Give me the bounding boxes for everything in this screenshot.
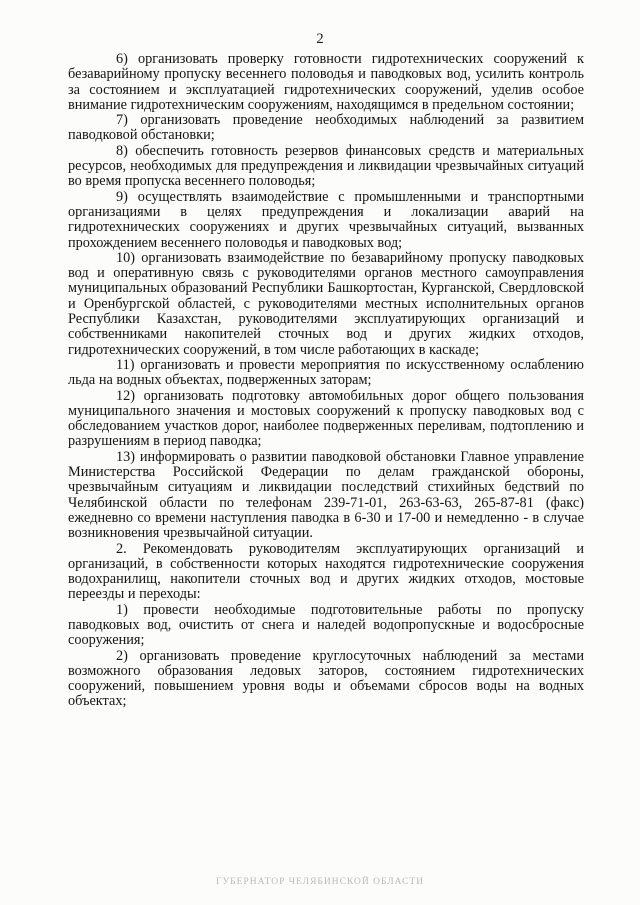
paragraph-item-8: 8) обеспечить готовность резервов финансовых средств и материальных ресурсов, необходимых для предупреждения и ликвидации чрезвычайных ситуаций во время пропуска весеннего половодья; — [68, 142, 584, 190]
paragraph-section-2: 2. Рекомендовать руководителям эксплуатирующих организаций и организаций, в собственности которых находятся гидротехнические сооружения водохранилищ, накопители сточных вод и других жидких отходов, мостовые переезды и переходы: — [68, 540, 584, 603]
paragraph-item-6: 6) организовать проверку готовности гидротехнических сооружений к безаварийному пропуску весеннего половодья и паводковых вод, усилить контроль за состоянием и эксплуатацией гидротехнических сооружений, уделив особое внимание гидротехническим сооружениям, находящимся в предельном состоянии; — [68, 51, 584, 113]
paragraph-item-12: 12) организовать подготовку автомобильных дорог общего пользования муниципального значения и мостовых сооружений к пропуску паводковых вод с обследованием участков дорог, наиболее подверженных переливам, подтоплению и разрушениям в период паводка; — [68, 387, 584, 450]
footer-watermark: ГУБЕРНАТОР ЧЕЛЯБИНСКОЙ ОБЛАСТИ — [215, 877, 425, 887]
paragraph-item-13: 13) информировать о развитии паводковой обстановки Главное управление Министерства Российской Федерации по делам гражданской обороны, чрезвычайным ситуациям и ликвидации последствий стихийных бедствий по Челябинской области по телефонам 239-71-01, 263-63-63, 265-87-81 (факс) ежедневно со времени наступления паводка в 6-30 и 17-00 и немедленно - в случае возникновения чрезвычайной ситуации. — [68, 448, 584, 542]
paragraph-item-10: 10) организовать взаимодействие по безаварийному пропуску паводковых вод и оперативную связь с руководителями органов местного самоуправления муниципальных образований Республики Башкортостан, Курганской, Свердловской и Оренбургской областей, с руководителями местных исполнительных органов Республики Казахстан, руководителями эксплуатирующих организаций и собственниками накопителей сточных вод и других жидких отходов, гидротехнических сооружений, в том числе работающих в каскаде; — [68, 249, 584, 358]
paragraph-item-9: 9) осуществлять взаимодействие с промышленными и транспортными организациями в целях предупреждения и локализации аварий на гидротехнических сооружениях и других чрезвычайных ситуаций, вызванных прохождением весеннего половодья и паводковых вод; — [68, 188, 584, 251]
paragraph-item-7: 7) организовать проведение необходимых наблюдений за развитием паводковой обстановки; — [68, 112, 584, 144]
page-number: 2 — [316, 31, 324, 47]
paragraph-section-2-item-1: 1) провести необходимые подготовительные работы по пропуску паводковых вод, очистить от снега и наледей водопропускные и водосбросные сооружения; — [68, 601, 584, 649]
paragraph-section-2-item-2: 2) организовать проведение круглосуточных наблюдений за местами возможного образования ледовых заторов, состоянием гидротехнических сооружений, повышением уровня воды и объемами сбросов воды на водных объектах; — [68, 647, 584, 710]
paragraph-item-11: 11) организовать и провести мероприятия по искусственному ослаблению льда на водных объектах, подверженных заторам; — [68, 356, 584, 389]
document-body — [68, 52, 584, 710]
